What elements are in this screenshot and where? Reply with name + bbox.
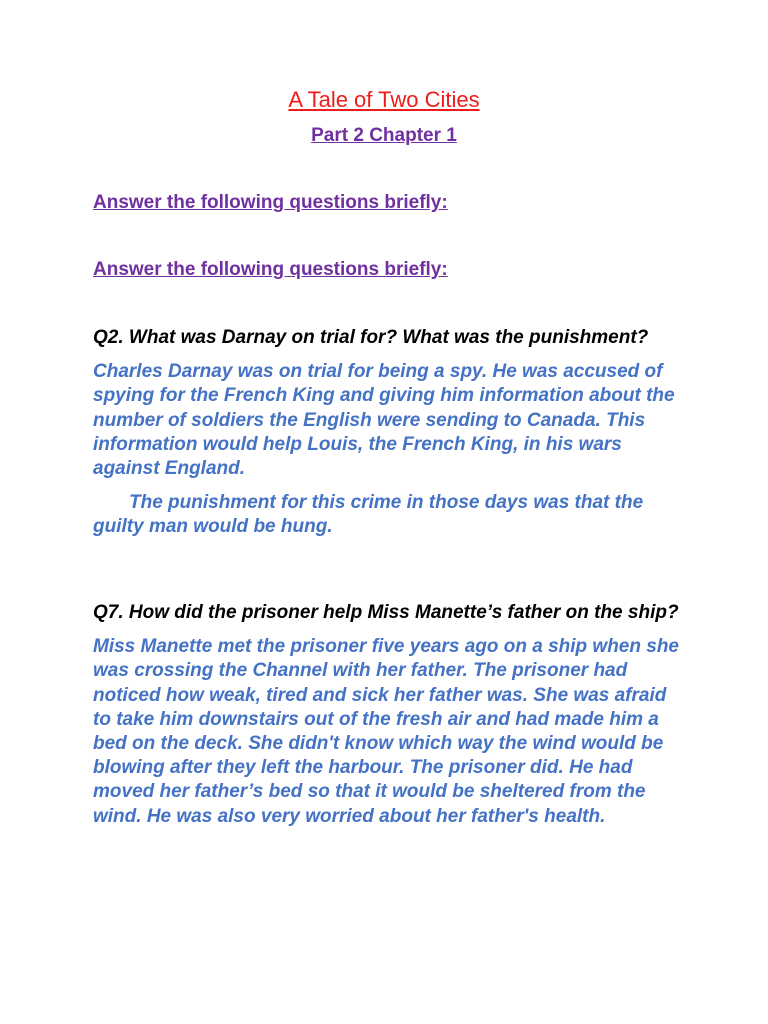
chapter-subtitle: Part 2 Chapter 1: [311, 125, 457, 146]
answer-paragraph: The punishment for this crime in those days was that the guilty man would be hung.: [93, 492, 644, 538]
instruction-heading: Answer the following questions briefly:: [93, 192, 448, 213]
question-text: Q2. What was Darnay on trial for? What was the punishment?: [93, 327, 649, 348]
instruction-heading: Answer the following questions briefly:: [93, 259, 448, 280]
document-title: A Tale of Two Cities: [288, 87, 480, 112]
question-block-q2: [93, 326, 683, 550]
answer-paragraph: Miss Manette met the prisoner five years ago on a ship when she was crossing the Channel with her father. The prisoner had noticed how weak, tired and sick her father was. She was afraid to take him downstairs out of the fresh air and had made him a bed on the deck. She didn't know which way the wind would be blowing after they left the harbour. The prisoner did. He had moved her father’s bed so that it would be sheltered from the wind. He was also very worried about her father's health.: [93, 636, 679, 827]
question-block-q7: [93, 601, 683, 839]
answer-paragraph: Charles Darnay was on trial for being a spy. He was accused of spying for the French King and giving him information about the number of soldiers the English were sending to Canada. This information would help Louis, the French King, in his wars against England.: [93, 361, 675, 480]
question-text: Q7. How did the prisoner help Miss Manette’s father on the ship?: [93, 602, 679, 623]
